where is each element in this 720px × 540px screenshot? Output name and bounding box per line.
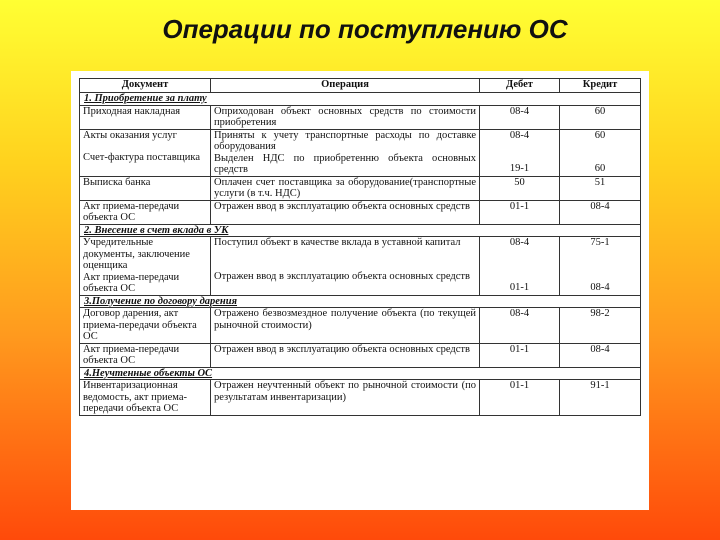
table-row	[80, 237, 641, 296]
credit-cell	[560, 129, 641, 176]
operation-text: Выделен НДС по приобретенню объекта основных средств	[214, 152, 476, 175]
table-row	[80, 129, 641, 176]
slide-title: Операции по поступлению ОС	[162, 14, 568, 44]
doc-cell	[80, 129, 211, 176]
credit-cell: 08-4	[560, 343, 641, 367]
table-panel	[71, 71, 649, 510]
section-row	[80, 295, 641, 308]
header-operation: Операция	[211, 79, 480, 93]
operation-cell: Отражено безвозмездное получение объекта (по текущей рыночной стоимости)	[211, 308, 480, 344]
credit-cell: 98-2	[560, 308, 641, 344]
doc-cell: Акт приема-передачи объекта ОС	[80, 343, 211, 367]
header-credit: Кредит	[560, 79, 641, 93]
table-row	[80, 105, 641, 129]
debit-value: 08-4	[509, 129, 530, 141]
debit-value: 08-4	[509, 237, 530, 248]
debit-value: 01-1	[509, 281, 530, 293]
section-title: 4.Неучтенные объекты ОС	[80, 367, 641, 380]
operation-cell: Оприходован объект основных средств по стоимости приобретения	[211, 105, 480, 129]
credit-cell: 91-1	[560, 380, 641, 416]
operation-cell: Отражен неучтенный объект по рыночной стоимости (по результатам инвентаризации)	[211, 380, 480, 416]
operation-cell	[211, 237, 480, 296]
section-row	[80, 93, 641, 106]
credit-cell: 08-4	[560, 200, 641, 224]
operation-cell: Отражен ввод в эксплуатацию объекта основных средств	[211, 200, 480, 224]
table-row	[80, 200, 641, 224]
debit-cell: 01-1	[480, 343, 560, 367]
header-document: Документ	[80, 79, 211, 93]
operation-text: Отражен ввод в эксплуатацию объекта основных средств	[214, 270, 470, 282]
operation-text: Поступил объект в качестве вклада в уставной капитал	[214, 237, 461, 248]
debit-cell: 01-1	[480, 380, 560, 416]
table-row	[80, 308, 641, 344]
header-row	[80, 79, 641, 93]
credit-value: 08-4	[590, 281, 610, 293]
debit-cell: 01-1	[480, 200, 560, 224]
operation-text: Приняты к учету транспортные расходы по доставке оборудования	[214, 129, 476, 152]
operations-table	[79, 78, 641, 416]
doc-cell: Договор дарения, акт приема-передачи объекта ОС	[80, 308, 211, 344]
header-debit: Дебет	[480, 79, 560, 93]
doc-text: Счет-фактура поставщика	[83, 152, 200, 163]
doc-cell: Выписка банка	[80, 176, 211, 200]
credit-cell	[560, 237, 641, 296]
debit-cell: 08-4	[480, 308, 560, 344]
doc-cell: Инвентаризационная ведомость, акт приема-передачи объекта ОС	[80, 380, 211, 416]
credit-value: 60	[594, 129, 606, 141]
section-title: 1. Приобретение за плату	[80, 93, 641, 106]
doc-text: Акты оказания услуг	[83, 129, 177, 141]
table-row	[80, 343, 641, 367]
debit-value: 19-1	[509, 163, 530, 174]
credit-value: 60	[594, 163, 606, 174]
section-row	[80, 224, 641, 237]
table-row	[80, 176, 641, 200]
doc-cell: Приходная накладная	[80, 105, 211, 129]
operation-cell: Оплачен счет поставщика за оборудование(транспортные услуги (в т.ч. НДС)	[211, 176, 480, 200]
section-title: 2. Внесение в счет вклада в УК	[80, 224, 641, 237]
table-row	[80, 380, 641, 416]
doc-text: Учредительные документы, заключение оценщика	[83, 237, 190, 271]
doc-cell: Акт приема-передачи объекта ОС	[80, 200, 211, 224]
credit-cell: 60	[560, 105, 641, 129]
credit-cell: 51	[560, 176, 641, 200]
debit-cell: 08-4	[480, 105, 560, 129]
doc-cell	[80, 237, 211, 296]
operation-cell	[211, 129, 480, 176]
section-row	[80, 367, 641, 380]
operation-cell: Отражен ввод в эксплуатацию объекта основных средств	[211, 343, 480, 367]
section-title: 3.Получение по договору дарения	[80, 295, 641, 308]
debit-cell	[480, 129, 560, 176]
debit-cell: 50	[480, 176, 560, 200]
debit-cell	[480, 237, 560, 296]
doc-text: Акт приема-передачи объекта ОС	[83, 271, 180, 294]
credit-value: 75-1	[590, 237, 610, 248]
